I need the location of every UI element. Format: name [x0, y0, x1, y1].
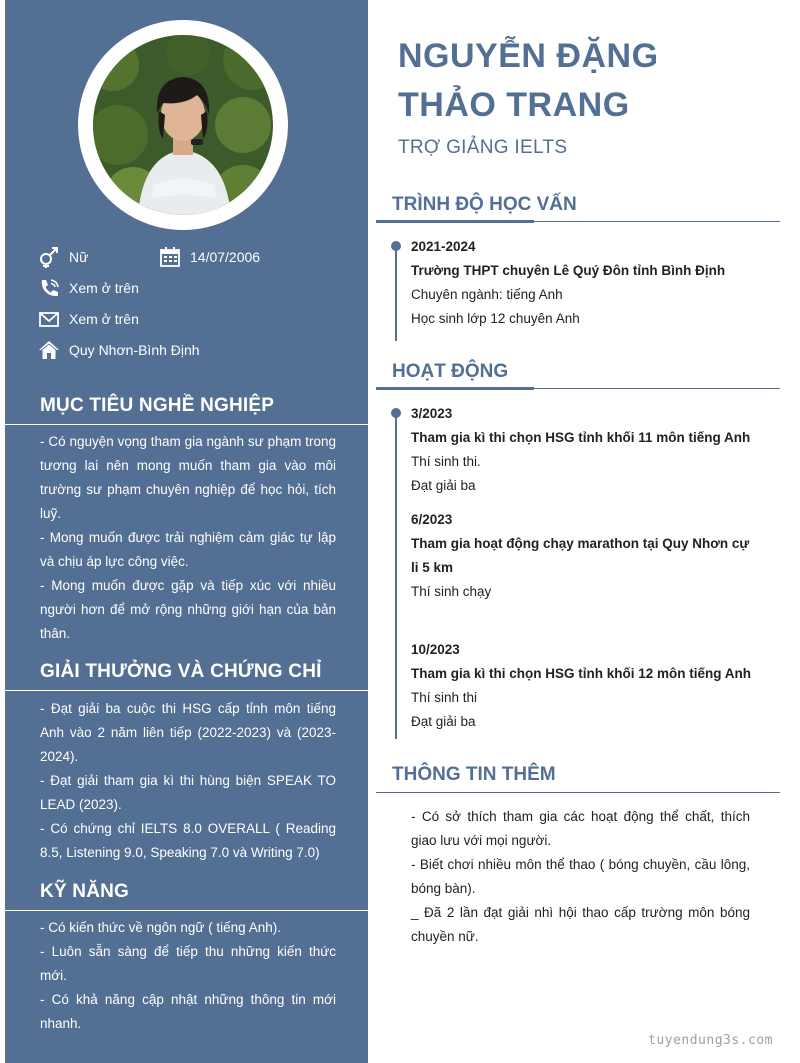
extra-body — [411, 805, 750, 949]
activities-divider-accent — [376, 387, 534, 390]
watermark: tuyendung3s.com — [648, 1033, 773, 1048]
education-major: Chuyên ngành: tiếng Anh — [411, 287, 563, 302]
calendar-icon — [159, 246, 181, 268]
skills-body — [40, 916, 336, 1036]
phone-icon — [38, 277, 60, 299]
activity-detail: Thí sinh chạy — [411, 584, 492, 599]
contact-address — [38, 339, 200, 361]
education-heading: TRÌNH ĐỘ HỌC VẤN — [392, 194, 577, 215]
gender-text: Nữ — [69, 249, 89, 265]
activity-title: Tham gia kì thi chọn HSG tỉnh khối 12 môn tiếng Anh — [411, 666, 752, 681]
awards-paragraph: - Có chứng chỉ IELTS 8.0 OVERALL ( Reading 8.5, Listening 9.0, Speaking 7.0 và Writing 7.0) — [40, 821, 336, 860]
objective-divider — [5, 424, 368, 425]
avatar — [93, 35, 273, 215]
avatar-frame — [78, 20, 288, 230]
skills-divider — [5, 910, 368, 911]
education-divider-accent — [376, 220, 534, 223]
extra-divider — [376, 792, 780, 793]
home-icon — [38, 339, 60, 361]
extra-paragraph: _ Đã 2 lần đạt giải nhì hội thao cấp trường môn bóng chuyền nữ. — [411, 905, 750, 944]
name-line-1: NGUYỄN ĐẶNG — [398, 37, 659, 75]
activity-date: 10/2023 — [411, 642, 460, 657]
activity-date: 6/2023 — [411, 512, 453, 527]
contact-phone — [38, 277, 139, 299]
skills-paragraph: - Luôn sẵn sàng để tiếp thu những kiến thức mới. — [40, 944, 336, 983]
activity-detail: Đạt giải ba — [411, 714, 476, 729]
awards-paragraph: - Đạt giải ba cuộc thi HSG cấp tỉnh môn tiếng Anh vào 2 năm liên tiếp (2022-2023) và (2023-2024). — [40, 701, 336, 764]
skills-paragraph: - Có khả năng cập nhật những thông tin mới nhanh. — [40, 992, 336, 1031]
extra-heading: THÔNG TIN THÊM — [392, 764, 556, 785]
awards-divider — [5, 690, 368, 691]
education-timeline-dot — [391, 241, 401, 251]
contact-email — [38, 308, 139, 330]
gender-icon — [38, 246, 60, 268]
contact-gender — [38, 246, 88, 268]
extra-paragraph: - Biết chơi nhiều môn thể thao ( bóng chuyền, cầu lông, bóng bàn). — [411, 857, 750, 896]
education-period: 2021-2024 — [411, 239, 476, 254]
activity-title: Tham gia kì thi chọn HSG tỉnh khối 11 môn tiếng Anh — [411, 430, 751, 445]
contact-dob — [159, 246, 260, 268]
objective-paragraph: - Mong muốn được gặp và tiếp xúc với nhiều người hơn để mở rộng những giới hạn của bản thân. — [40, 578, 336, 641]
objective-paragraph: - Có nguyện vọng tham gia ngành sư phạm trong tương lai nên mong muốn tham gia vào môi trường sư phạm chuyên nghiệp để học hỏi, tích luỹ. — [40, 434, 336, 521]
activity-detail: Thí sinh thi — [411, 690, 478, 705]
education-timeline — [395, 246, 397, 341]
education-note: Học sinh lớp 12 chuyên Anh — [411, 311, 580, 326]
address-text: Quy Nhơn-Bình Định — [69, 342, 200, 358]
objective-heading: MỤC TIÊU NGHỀ NGHIỆP — [40, 395, 275, 416]
candidate-role: TRỢ GIẢNG IELTS — [398, 137, 568, 158]
objective-paragraph: - Mong muốn được trải nghiệm cảm giác tự lập và chịu áp lực công việc. — [40, 530, 336, 569]
phone-text: Xem ở trên — [69, 280, 139, 296]
activities-timeline-dot — [391, 408, 401, 418]
activities-timeline — [395, 413, 397, 739]
activity-detail: Đạt giải ba — [411, 478, 476, 493]
skills-heading: KỸ NĂNG — [40, 881, 130, 902]
sidebar — [5, 0, 368, 1063]
email-icon — [38, 308, 60, 330]
dob-text: 14/07/2006 — [190, 249, 261, 265]
education-school: Trường THPT chuyên Lê Quý Đôn tỉnh Bình Định — [411, 263, 726, 278]
activity-detail: Thí sinh thi. — [411, 454, 481, 469]
objective-body — [40, 430, 336, 646]
extra-paragraph: - Có sở thích tham gia các hoạt động thể chất, thích giao lưu với mọi người. — [411, 809, 750, 848]
awards-heading: GIẢI THƯỞNG VÀ CHỨNG CHỈ — [40, 661, 322, 682]
awards-paragraph: - Đạt giải tham gia kì thi hùng biện SPEAK TO LEAD (2023). — [40, 773, 336, 812]
awards-body — [40, 697, 336, 865]
email-text: Xem ở trên — [69, 311, 139, 327]
candidate-name — [398, 32, 659, 130]
activity-date: 3/2023 — [411, 406, 453, 421]
activities-heading: HOẠT ĐỘNG — [392, 361, 509, 382]
name-line-2: THẢO TRANG — [398, 86, 630, 124]
skills-paragraph: - Có kiến thức về ngôn ngữ ( tiếng Anh). — [40, 920, 281, 935]
activity-title: Tham gia hoạt động chạy marathon tại Quy Nhơn cự li 5 km — [411, 536, 750, 575]
